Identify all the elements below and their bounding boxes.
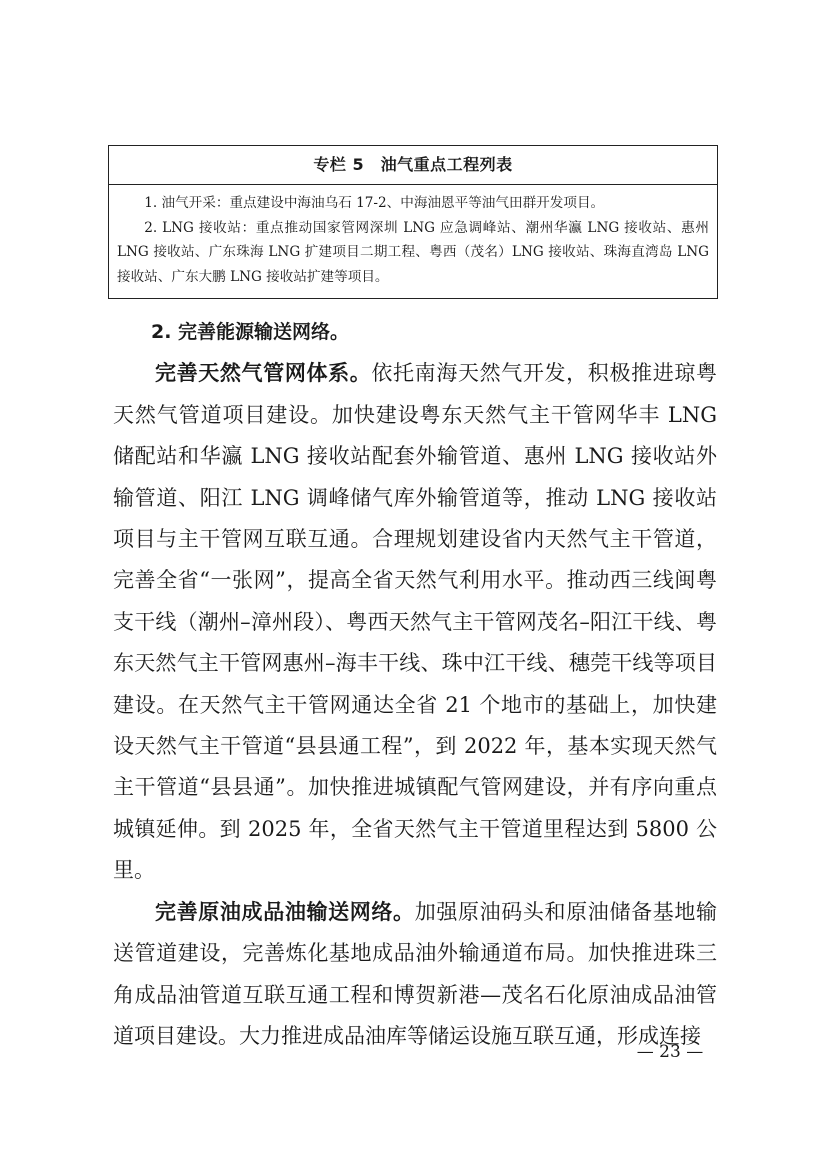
feature-item: 2. LNG 接收站：重点推动国家管网深圳 LNG 应急调峰站、潮州华瀛 LNG 接收站、惠州 LNG 接收站、广东珠海 LNG 扩建项目二期工程、粤西（茂名）LNG 接收站、珠海直湾岛 LNG 接收站、广东大鹏 LNG 接收站扩建等项目。 [117, 219, 709, 285]
paragraph [113, 892, 717, 1058]
section-heading: 2. 完善能源输送网络。 [151, 321, 350, 343]
feature-box [108, 145, 718, 299]
page-number: — 23 — [636, 1042, 704, 1062]
feature-box-title: 专栏 5 油气重点工程列表 [109, 146, 717, 185]
feature-item: 1. 油气开采：重点建设中海油乌石 17-2、中海油恩平等油气田群开发项目。 [144, 195, 605, 211]
paragraph [113, 353, 717, 891]
paragraph-lead: 完善天然气管网体系。 [155, 361, 372, 386]
paragraph-lead: 完善原油成品油输送网络。 [155, 899, 415, 924]
paragraph-text: 加强原油码头和原油储备基地输送管道建设，完善炼化基地成品油外输通道布局。加快推进珠三角成品油管道互联互通工程和博贺新港—茂名石化原油成品油管道项目建设。大力推进成品油库等储运设施互联互通，形成连接 [113, 899, 718, 1048]
feature-box-body [109, 185, 717, 289]
main-text [113, 312, 717, 1057]
paragraph-text: 依托南海天然气开发，积极推进琼粤天然气管道项目建设。加快建设粤东天然气主干管网华丰 LNG 储配站和华瀛 LNG 接收站配套外输管道、惠州 LNG 接收站外输管道、阳江 LNG 调峰储气库外输管道等，推动 LNG 接收站项目与主干管网互联互通。合理规划建设省内天然气主干管道，完善全省“一张网”，提高全省天然气利用水平。推动西三线闽粤支干线（潮州–漳州段）、粤西天然气主干管网茂名–阳江干线、粤东天然气主干管网惠州–海丰干线、珠中江干线、穗莞干线等项目建设。在天然气主干管网通达全省 21 个地市的基础上，加快建设天然气主干管道“县县通工程”，到 2022 年，基本实现天然气主干管道“县县通”。加快推进城镇配气管网建设，并有序向重点城镇延伸。到 2025 年，全省天然气主干管道里程达到 5800 公里。 [113, 361, 718, 883]
